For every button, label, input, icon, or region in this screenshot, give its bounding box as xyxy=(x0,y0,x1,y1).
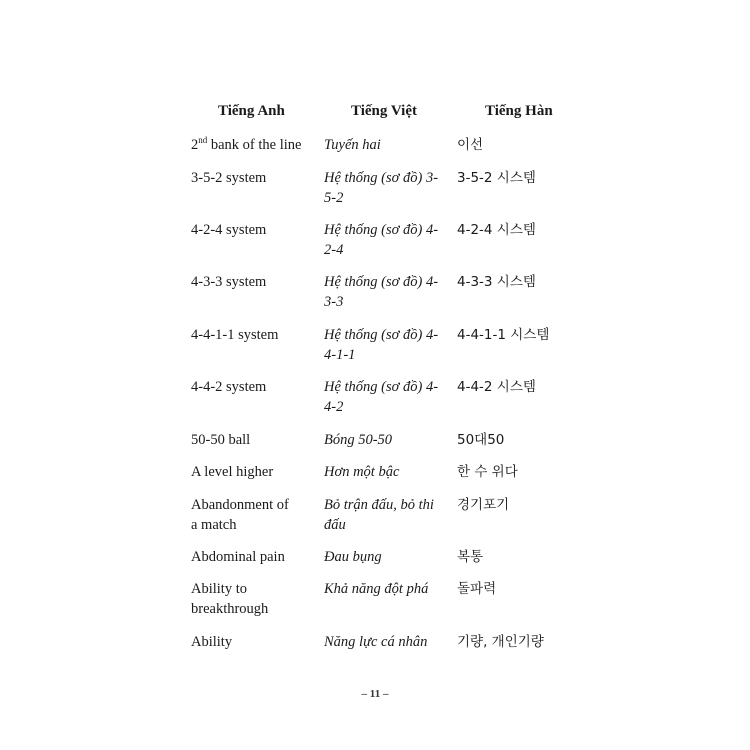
term-vietnamese: Khả năng đột phá xyxy=(324,581,429,597)
term-korean: 경기포기 xyxy=(457,497,510,513)
term-korean: 돌파력 xyxy=(457,581,497,597)
term-vietnamese: Bỏ trận đấu, bỏ thi đấu xyxy=(324,497,434,533)
header-vietnamese: Tiếng Việt xyxy=(351,103,417,119)
term-korean: 4-4-1-1 시스템 xyxy=(457,327,550,343)
table-header xyxy=(0,103,750,125)
term-english: Ability xyxy=(191,634,233,650)
term-vietnamese: Năng lực cá nhân xyxy=(324,634,428,650)
term-korean: 4-4-2 시스템 xyxy=(457,379,536,395)
term-english: 4-2-4 system xyxy=(191,222,267,238)
term-vietnamese: Hệ thống (sơ đồ) 4-4-1-1 xyxy=(324,327,439,363)
term-english: Ability to breakthrough xyxy=(191,581,269,617)
term-vietnamese: Hệ thống (sơ đồ) 4-3-3 xyxy=(324,274,439,310)
term-english: 4-4-1-1 system xyxy=(191,327,279,343)
term-vietnamese: Hơn một bậc xyxy=(324,464,400,480)
term-english: 4-3-3 system xyxy=(191,274,267,290)
term-vietnamese: Đau bụng xyxy=(324,549,382,565)
term-vietnamese: Hệ thống (sơ đồ) 4-2-4 xyxy=(324,222,439,258)
term-korean: 복통 xyxy=(457,549,484,565)
term-english: 3-5-2 system xyxy=(191,170,267,186)
term-korean: 50대50 xyxy=(457,432,505,448)
header-english: Tiếng Anh xyxy=(218,103,285,119)
term-korean: 4-2-4 시스템 xyxy=(457,222,536,238)
term-korean: 3-5-2 시스템 xyxy=(457,170,536,186)
term-korean: 이선 xyxy=(457,137,484,153)
term-vietnamese: Hệ thống (sơ đồ) 4-4-2 xyxy=(324,379,439,415)
term-vietnamese: Hệ thống (sơ đồ) 3-5-2 xyxy=(324,170,439,206)
term-english: 4-4-2 system xyxy=(191,379,267,395)
term-english: 2nd bank of the line xyxy=(191,135,302,153)
term-vietnamese: Bóng 50-50 xyxy=(324,432,393,448)
term-korean: 한 수 위다 xyxy=(457,464,518,480)
term-english: Abandonment of a match xyxy=(191,497,289,533)
term-korean: 4-3-3 시스템 xyxy=(457,274,536,290)
page-number: – 11 – xyxy=(361,688,389,700)
term-vietnamese: Tuyến hai xyxy=(324,137,381,153)
term-korean: 기량, 개인기량 xyxy=(457,634,544,650)
term-english: A level higher xyxy=(191,464,274,480)
term-english: Abdominal pain xyxy=(191,549,285,565)
header-korean: Tiếng Hàn xyxy=(485,103,553,119)
term-english: 50-50 ball xyxy=(191,432,251,448)
